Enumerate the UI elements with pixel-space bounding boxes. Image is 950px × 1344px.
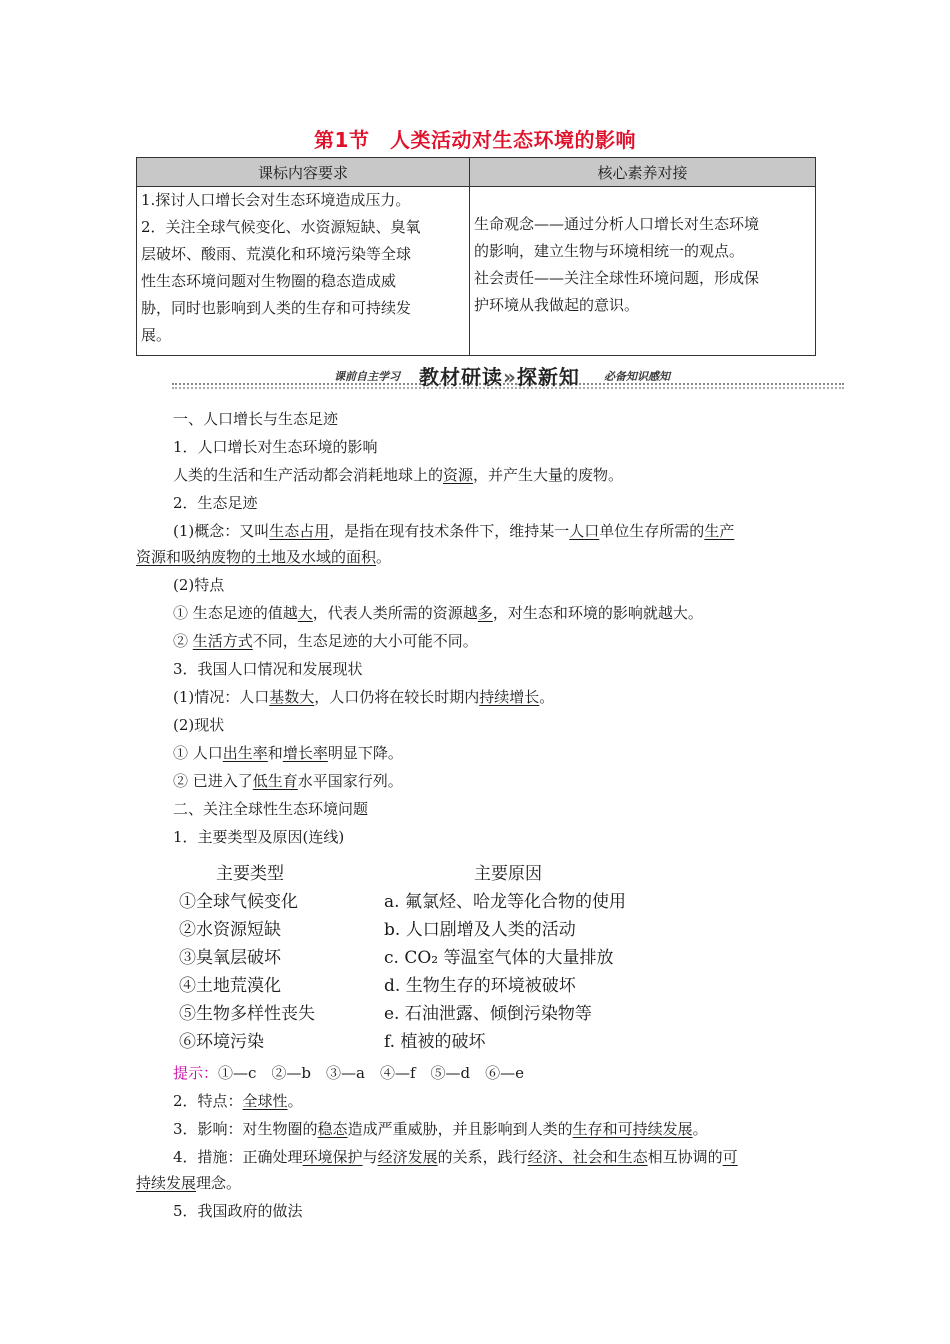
- literacy-line: 的影响，建立生物与环境相统一的观点。: [474, 242, 745, 260]
- paragraph: ② 生活方式不同，生态足迹的大小可能不同。: [173, 632, 478, 650]
- type-item: ③臭氧层破坏: [179, 948, 281, 968]
- banner-title: 教材研读»探新知: [419, 365, 580, 389]
- paragraph: ① 人口出生率和增长率明显下降。: [173, 744, 403, 762]
- req-line: 展。: [141, 326, 172, 344]
- arrow-icon: »: [503, 365, 517, 389]
- type-item: ④土地荒漠化: [179, 976, 281, 996]
- page-title: 第1节 人类活动对生态环境的影响: [314, 128, 636, 152]
- literacy-line: 生命观念——通过分析人口增长对生态环境: [474, 215, 760, 233]
- hint-answer: ①—c ②—b ③—a ④—f ⑤—d ⑥—e: [218, 1064, 524, 1082]
- paragraph: 持续发展理念。: [136, 1174, 242, 1192]
- match-header-types: 主要类型: [216, 864, 284, 884]
- paragraph: 3．影响：对生物圈的稳态造成严重威胁，并且影响到人类的生存和可持续发展。: [173, 1120, 708, 1138]
- cause-item: d. 生物生存的环境被破坏: [384, 976, 576, 996]
- req-line: 2．关注全球气候变化、水资源短缺、臭氧: [141, 218, 421, 236]
- cause-item: a. 氟氯烃、哈龙等化合物的使用: [384, 892, 626, 912]
- paragraph: 4．措施：正确处理环境保护与经济发展的关系，践行经济、社会和生态相互协调的可: [173, 1148, 738, 1166]
- paragraph: ② 已进入了低生育水平国家行列。: [173, 772, 403, 790]
- curriculum-requirements: [137, 187, 470, 356]
- subheading: (2)特点: [173, 576, 225, 594]
- req-line: 层破坏、酸雨、荒漠化和环境污染等全球: [141, 245, 412, 263]
- hint-line: [173, 1063, 873, 1083]
- cause-item: b. 人口剧增及人类的活动: [384, 920, 576, 940]
- match-header-causes: 主要原因: [474, 864, 542, 884]
- req-line: 胁，同时也影响到人类的生存和可持续发: [141, 299, 412, 317]
- subheading: 3．我国人口情况和发展现状: [173, 660, 363, 678]
- paragraph: (1)概念：又叫生态占用，是指在现有技术条件下，维持某一人口单位生存所需的生产: [173, 522, 735, 540]
- req-line: 1.探讨人口增长会对生态环境造成压力。: [141, 191, 411, 209]
- heading-1: 一、人口增长与生态足迹: [173, 410, 339, 428]
- hint-label: 提示：: [173, 1064, 219, 1082]
- subheading: 5．我国政府的做法: [173, 1202, 303, 1220]
- type-item: ②水资源短缺: [179, 920, 281, 940]
- paragraph: (1)情况：人口基数大，人口仍将在较长时期内持续增长。: [173, 688, 555, 706]
- core-literacy: [470, 187, 816, 356]
- subheading: (2)现状: [173, 716, 225, 734]
- heading-2: 二、关注全球性生态环境问题: [173, 800, 369, 818]
- paragraph: 2．特点：全球性。: [173, 1092, 303, 1110]
- paragraph: 人类的生活和生产活动都会消耗地球上的资源，并产生大量的废物。: [173, 466, 624, 484]
- req-line: 性生态环境问题对生物圈的稳态造成威: [141, 272, 397, 290]
- literacy-line: 社会责任——关注全球性环境问题，形成保: [474, 269, 760, 287]
- banner-right-label: 必备知识感知: [604, 370, 670, 383]
- cause-item: f. 植被的破坏: [384, 1032, 486, 1052]
- subheading: 2．生态足迹: [173, 494, 258, 512]
- banner-left-label: 课前自主学习: [334, 370, 400, 383]
- subheading: 1．人口增长对生态环境的影响: [173, 438, 378, 456]
- type-item: ①全球气候变化: [179, 892, 298, 912]
- requirements-table: [136, 157, 816, 356]
- cause-item: c. CO₂ 等温室气体的大量排放: [384, 948, 614, 968]
- type-item: ⑤生物多样性丧失: [179, 1004, 315, 1024]
- subheading: 1．主要类型及原因(连线): [173, 828, 345, 846]
- table-header-right: 核心素养对接: [470, 158, 816, 187]
- table-header-left: 课标内容要求: [137, 158, 470, 187]
- paragraph: ① 生态足迹的值越大，代表人类所需的资源越多，对生态和环境的影响就越大。: [173, 604, 703, 622]
- type-item: ⑥环境污染: [179, 1032, 264, 1052]
- paragraph: 资源和吸纳废物的土地及水域的面积。: [136, 548, 392, 566]
- section-banner: [172, 361, 844, 391]
- literacy-line: 护环境从我做起的意识。: [474, 296, 640, 314]
- cause-item: e. 石油泄露、倾倒污染物等: [384, 1004, 592, 1024]
